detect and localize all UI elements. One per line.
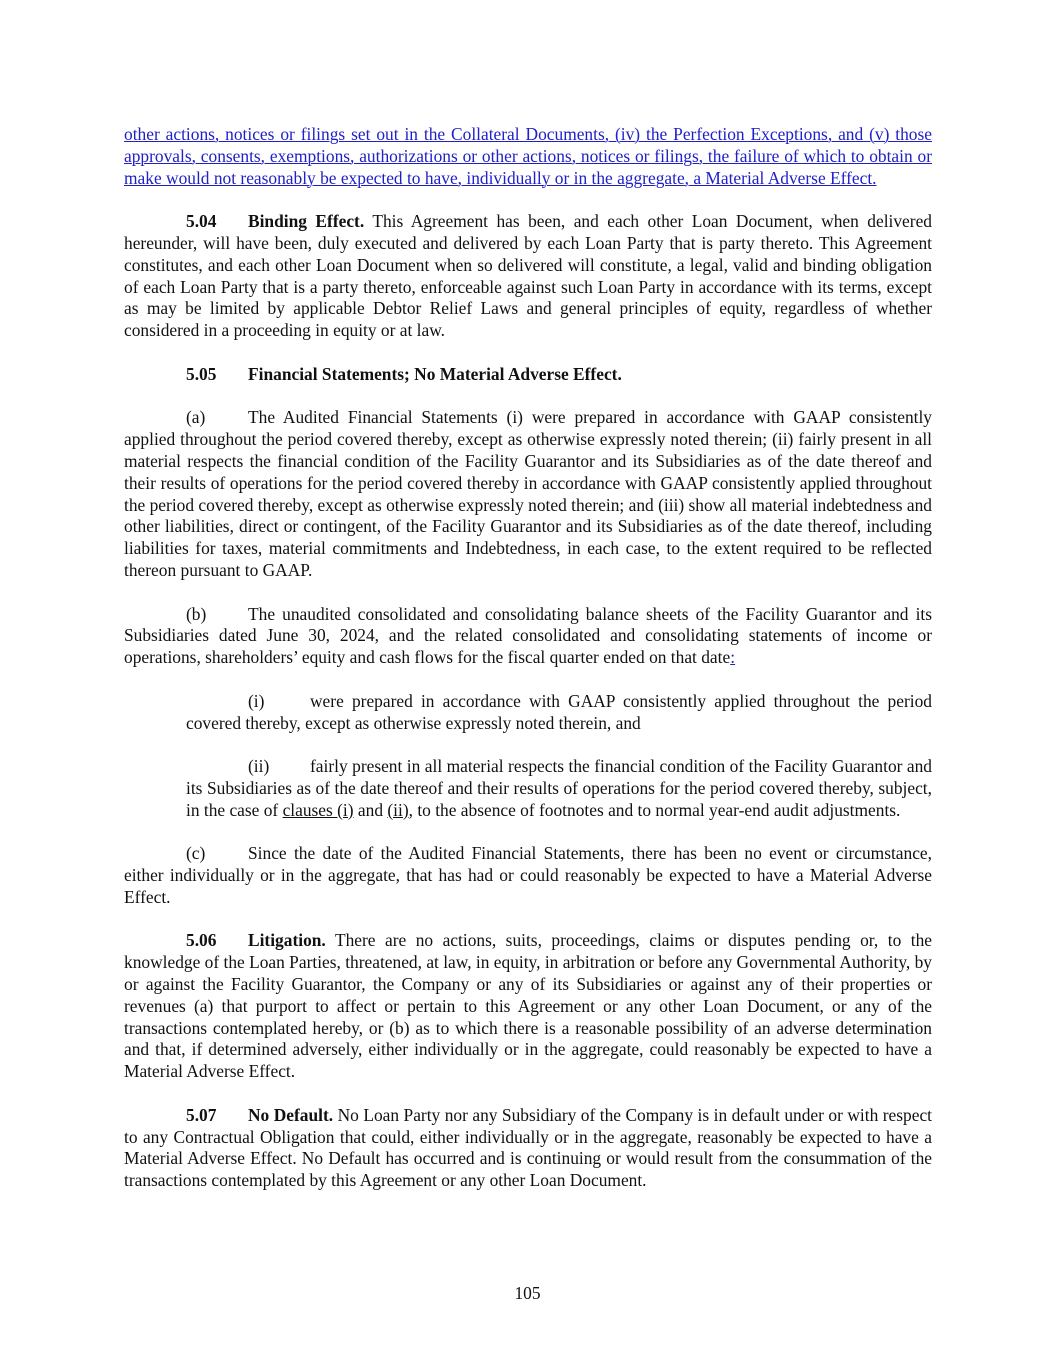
clause-c [124,843,932,908]
section-title: Binding Effect. [248,211,365,232]
subclause-ii [186,756,932,821]
inserted-text: other actions, notices or filings set out in the Collateral Documents, (iv) the Perfection Exceptions, and (v) those approvals, consents, exemptions, authorizations or other actions, notices or filings, the failure of which to obtain or make would not reasonably be expected to have, individually or in the aggregate, a Material Adverse Effect. [124,124,932,188]
cross-reference: (ii) [387,799,409,820]
section-5-07 [124,1105,932,1192]
section-number: 5.07 [186,1104,217,1125]
section-body: No Loan Party nor any Subsidiary of the Company is in default under or with respect to any Contractual Obligation that could, either individually or in the aggregate, reasonably be expected to have a Material Adverse Effect. No Default has occurred and is continuing or would result from the consummation of the transactions contemplated by this Agreement or any other Loan Document. [124,1104,932,1191]
subclause-label: (ii) [248,756,270,777]
subclause-text-end: , to the absence of footnotes and to normal year-end audit adjustments. [408,799,901,820]
section-title: Financial Statements; No Material Adverse Effect. [248,363,622,384]
subclause-text: were prepared in accordance with GAAP consistently applied throughout the period covered thereby, except as otherwise expressly noted therein, and [186,690,932,733]
document-page [124,124,932,1192]
subclause-text: fairly present in all material respects the financial condition of the Facility Guarantor and its Subsidiaries as of the date thereof and their results of operations for the period covered thereby, subject, in the case of [186,756,932,820]
subclause-i [186,691,932,735]
section-5-06 [124,930,932,1083]
section-number: 5.04 [186,211,217,232]
clause-label: (a) [186,407,206,428]
section-body: This Agreement has been, and each other Loan Document, when delivered hereunder, will have been, duly executed and delivered by each Loan Party that is party thereto. This Agreement constitutes, and each other Loan Document when so delivered will constitute, a legal, valid and binding obligation of each Loan Party that is a party thereto, enforceable against such Loan Party in accordance with its terms, except as may be limited by applicable Debtor Relief Laws and general principles of equity, regardless of whether considered in a proceeding in equity or at law. [124,211,932,341]
section-title: Litigation. [248,930,326,951]
clause-label: (c) [186,843,206,864]
section-5-04 [124,211,932,342]
section-number: 5.06 [186,930,217,951]
clause-text: Since the date of the Audited Financial Statements, there has been no event or circumstance, either individually or in the aggregate, that has had or could reasonably be expected to have a Material Adverse Effect. [124,843,932,907]
clause-b [124,604,932,669]
subclause-text-mid: and [353,799,388,820]
cross-reference: clauses (i) [282,799,354,820]
section-body: There are no actions, suits, proceedings, claims or disputes pending or, to the knowledge of the Loan Parties, threatened, at law, in equity, in arbitration or before any Governmental Authority, by or against the Facility Guarantor, the Company or any of its Subsidiaries or against any of their properties or revenues (a) that purport to affect or pertain to this Agreement or any other Loan Document, or any of the transactions contemplated hereby, or (b) as to which there is a reasonable possibility of an adverse determination and that, if determined adversely, either individually or in the aggregate, could reasonably be expected to have a Material Adverse Effect. [124,930,932,1082]
subclause-label: (i) [248,690,265,711]
clause-text: The unaudited consolidated and consolidating balance sheets of the Facility Guarantor and its Subsidiaries dated June 30, 2024, and the related consolidated and consolidating statements of income or operations, shareholders’ equity and cash flows for the fiscal quarter ended on that date [124,603,932,668]
section-5-05-heading [124,364,932,386]
section-number: 5.05 [186,363,217,384]
clause-text: The Audited Financial Statements (i) were prepared in accordance with GAAP consistently applied throughout the period covered thereby, except as otherwise expressly noted therein; (ii) fairly present in all material respects the financial condition of the Facility Guarantor and its Subsidiaries as of the date thereof and their results of operations for the period covered thereby in accordance with GAAP consistently applied throughout the period covered thereby, except as otherwise expressly noted therein; and (iii) show all material indebtedness and other liabilities, direct or contingent, of the Facility Guarantor and its Subsidiaries as of the date thereof, including liabilities for taxes, material commitments and Indebtedness, in each case, to the extent required to be reflected thereon pursuant to GAAP. [124,407,932,580]
clause-label: (b) [186,603,207,624]
clause-a [124,407,932,581]
inserted-colon: : [730,647,736,668]
section-title: No Default. [248,1104,334,1125]
intro-paragraph [124,124,932,189]
page-number: 105 [514,1283,541,1303]
